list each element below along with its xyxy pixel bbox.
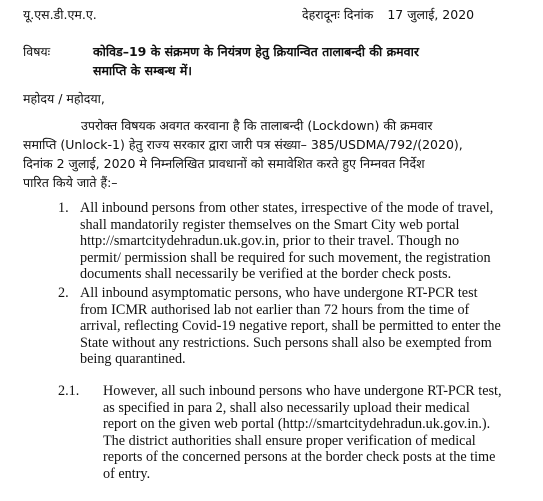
- subject-label: विषयः: [23, 44, 51, 59]
- reference-code: यू.एस.डी.एम.ए.: [23, 7, 97, 22]
- item-line: http://smartcitydehradun.uk.gov.in, prior to their travel. Though no: [80, 233, 460, 250]
- date-line: [302, 5, 474, 24]
- item-line: All inbound persons from other states, irrespective of the mode of travel,: [80, 200, 494, 216]
- item-line: as specified in para 2, shall also necessarily upload their medical: [103, 399, 470, 416]
- item-line: The district authorities shall ensure proper verification of medical: [103, 432, 476, 449]
- intro-line: पारित किये जाते हैं:–: [23, 175, 118, 190]
- item-line: from ICMR authorised lab not earlier than 72 hours from the time of: [80, 301, 470, 318]
- item-text: [80, 285, 516, 368]
- item-line: State without any restrictions. Such persons shall also be exempted from: [80, 334, 492, 351]
- subject-text: [93, 42, 508, 80]
- item-line: All inbound asymptomatic persons, who have undergone RT-PCR test: [80, 285, 478, 301]
- item-text: [103, 383, 517, 483]
- item-line: shall mandatorily register themselves on the Smart City web portal: [80, 216, 460, 233]
- item-number: 2.: [58, 285, 69, 301]
- item-text: [80, 200, 516, 283]
- item-number: 2.1.: [58, 383, 80, 399]
- item-line: of entry.: [103, 465, 151, 482]
- salutation: महोदय / महोदया,: [23, 91, 105, 106]
- item-line: report on the given web portal (http://smartcitydehradun.uk.gov.in.).: [103, 416, 491, 433]
- subject-line: समाप्ति के सम्बन्ध में।: [93, 63, 193, 78]
- letter-date: 17 जुलाई, 2020: [387, 7, 475, 22]
- item-line: arrival, reflecting Covid-19 negative report, shall be permitted to enter the: [80, 318, 501, 335]
- item-line: However, all such inbound persons who have undergone RT-PCR test,: [103, 383, 502, 399]
- intro-line: दिनांक 2 जुलाई, 2020 मे निम्नलिखित प्रावधानों को समावेशित करते हुए निम्नवत निर्देश: [23, 156, 425, 171]
- item-line: permit/ permission shall be required for such movement, the registration: [80, 249, 491, 266]
- item-line: reports of the concerned persons at the border check posts at the time: [103, 449, 496, 466]
- intro-paragraph: [23, 116, 511, 192]
- subject-line: कोविड–19 के संक्रमण के नियंत्रण हेतु क्रियान्वित तालाबन्दी की क्रमवार: [93, 44, 419, 59]
- intro-line: उपरोक्त विषयक अवगत करवाना है कि तालाबन्दी (Lockdown) की क्रमवार: [81, 118, 433, 133]
- item-number: 1.: [58, 200, 69, 216]
- intro-line: समाप्ति (Unlock-1) हेतु राज्य सरकार द्वारा जारी पत्र संख्या– 385/USDMA/792/(2020),: [23, 137, 463, 152]
- item-line: being quarantined.: [80, 351, 186, 368]
- place-date-label: देहरादूनः दिनांक: [302, 7, 374, 22]
- item-line: documents shall necessarily be verified at the border check posts.: [80, 266, 452, 283]
